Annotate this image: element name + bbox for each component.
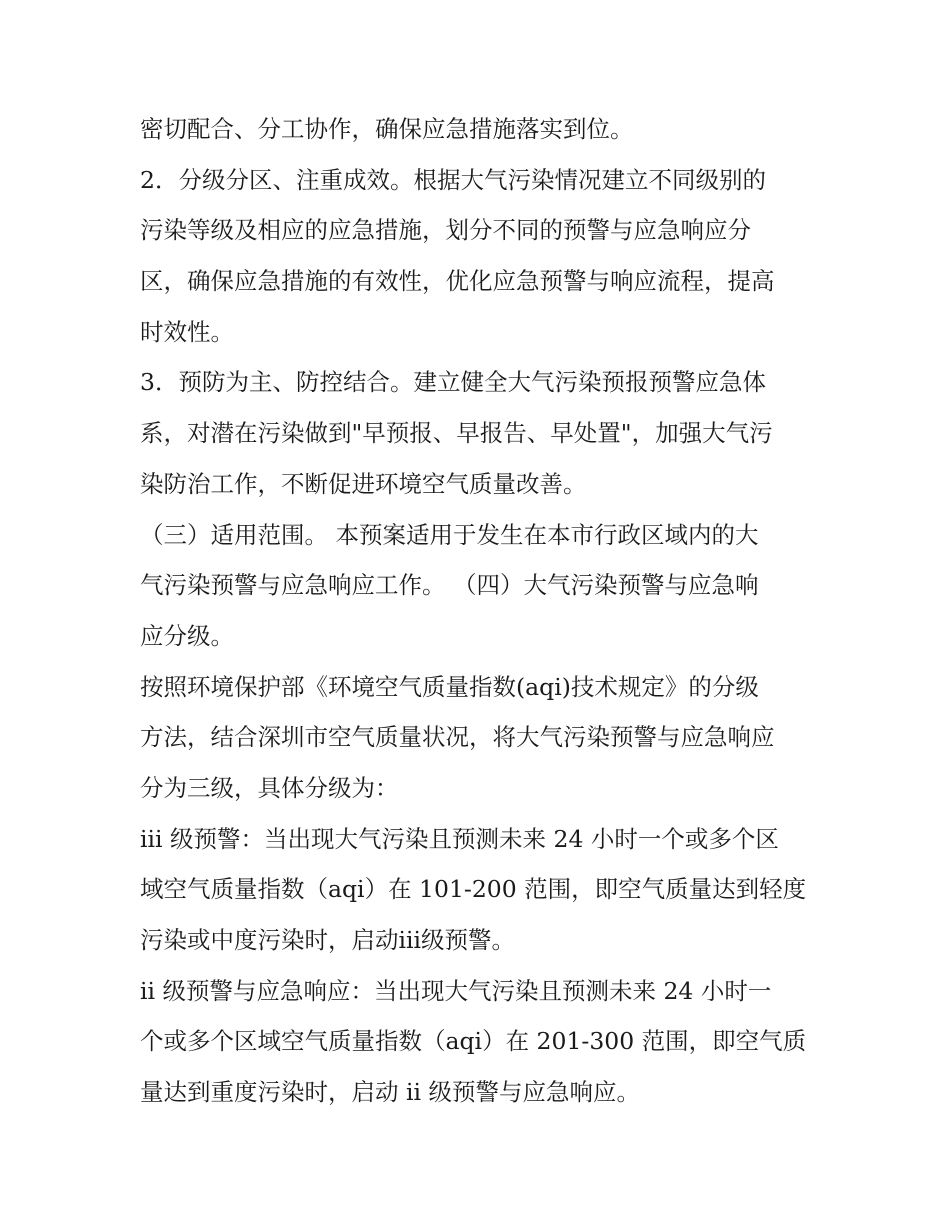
text-line: 方法，结合深圳市空气质量状况，将大气污染预警与应急响应	[140, 723, 775, 752]
text-line: 个或多个区域空气质量指数（aqi）在 201-300 范围，即空气质	[140, 1027, 807, 1056]
text-line: 区，确保应急措施的有效性，优化应急预警与响应流程，提高	[140, 267, 775, 296]
text-line: iii 级预警：当出现大气污染且预测未来 24 小时一个或多个区	[140, 824, 779, 853]
text-line: 染防治工作，不断促进环境空气质量改善。	[140, 469, 587, 498]
text-line: 时效性。	[140, 317, 234, 346]
text-line: 域空气质量指数（aqi）在 101-200 范围，即空气质量达到轻度	[140, 875, 807, 904]
text-line: 污染等级及相应的应急措施，划分不同的预警与应急响应分	[140, 216, 751, 245]
text-line: 量达到重度污染时，启动 ii 级预警与应急响应。	[140, 1078, 640, 1107]
text-line: 分为三级，具体分级为：	[140, 773, 399, 802]
text-line: 系，对潜在污染做到"早预报、早报告、早处置"，加强大气污	[140, 419, 773, 448]
text-line: ii 级预警与应急响应：当出现大气污染且预测未来 24 小时一	[140, 976, 772, 1005]
text-line: 密切配合、分工协作，确保应急措施落实到位。	[140, 115, 634, 143]
text-line: 2．分级分区、注重成效。根据大气污染情况建立不同级别的	[140, 165, 766, 194]
text-line: 应分级。	[140, 621, 234, 650]
document-body	[140, 104, 820, 1118]
text-line: 按照环境保护部《环境空气质量指数(aqi)技术规定》的分级	[140, 672, 759, 701]
text-line: （三）适用范围。 本预案适用于发生在本市行政区域内的大	[140, 520, 759, 549]
text-line: 3．预防为主、防控结合。建立健全大气污染预报预警应急体	[140, 368, 766, 397]
text-line: 气污染预警与应急响应工作。 （四）大气污染预警与应急响	[140, 571, 759, 600]
text-line: 污染或中度污染时，启动iii级预警。	[140, 926, 516, 954]
